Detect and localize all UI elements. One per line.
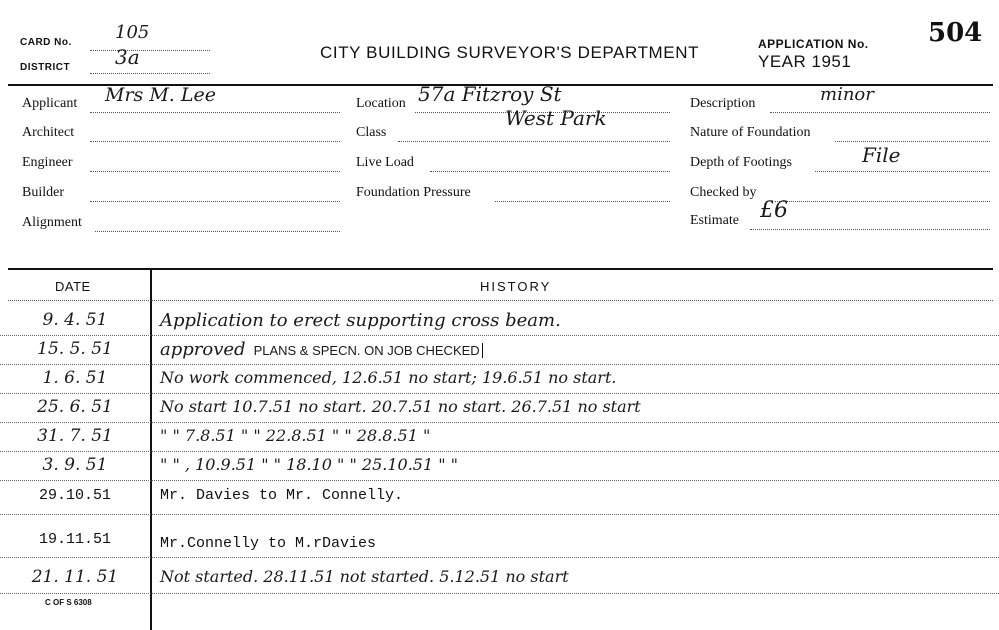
foundation-pressure-line [495, 201, 670, 202]
row-entry: " " , 10.9.51 " " 18.10 " " 25.10.51 " " [160, 455, 459, 474]
applicant-line [90, 112, 340, 113]
row-entry: Application to erect supporting cross beam. [160, 310, 561, 331]
application-no-value: 504 [928, 18, 983, 48]
application-no-label: APPLICATION No. [758, 37, 869, 51]
description-value: minor [820, 84, 874, 105]
row-entry: Not started. 28.11.51 not started. 5.12.51 no start [160, 567, 569, 586]
class-line [398, 141, 670, 142]
row-entry: Mr.Connelly to M.rDavies [160, 535, 377, 552]
table-row [0, 393, 999, 423]
description-label: Description [690, 96, 756, 111]
form-code: C OF S 6308 [45, 598, 92, 607]
row-date: 31. 7. 51 [37, 426, 113, 446]
location-value: 57a Fitzroy St [418, 82, 562, 106]
estimate-line [750, 229, 990, 230]
alignment-label: Alignment [22, 215, 82, 230]
applicant-value: Mrs M. Lee [105, 84, 216, 106]
nature-foundation-label: Nature of Foundation [690, 125, 811, 140]
table-row [0, 364, 999, 394]
class-value: West Park [505, 106, 607, 130]
live-load-label: Live Load [356, 155, 414, 170]
estimate-value: £6 [760, 198, 788, 223]
row-entry-container [160, 339, 483, 360]
foundation-pressure-label: Foundation Pressure [356, 185, 471, 200]
depth-footings-line [815, 171, 990, 172]
checked-by-label: Checked by [690, 185, 757, 200]
row-date: 29.10.51 [38, 487, 111, 504]
engineer-label: Engineer [22, 155, 73, 170]
row-date: 9. 4. 51 [42, 310, 108, 330]
applicant-label: Applicant [22, 96, 78, 111]
date-header: DATE [55, 279, 91, 294]
nature-foundation-line [835, 141, 990, 142]
row-date: 15. 5. 51 [37, 339, 113, 359]
location-label: Location [356, 96, 406, 111]
row-entry: No work commenced, 12.6.51 no start; 19.6.51 no start. [160, 368, 617, 387]
table-row [0, 422, 999, 452]
history-top-rule [8, 268, 993, 270]
row-date: 19.11.51 [38, 531, 111, 548]
row-date: 3. 9. 51 [42, 455, 108, 475]
district-line [90, 73, 210, 74]
row-entry: approved [160, 339, 246, 360]
district-label: DISTRICT [20, 62, 71, 73]
class-label: Class [356, 125, 387, 140]
architect-line [90, 141, 340, 142]
estimate-label: Estimate [690, 213, 739, 228]
row-entry: " " 7.8.51 " " 22.8.51 " " 28.8.51 " [160, 426, 431, 445]
live-load-line [430, 171, 670, 172]
table-row [0, 335, 999, 365]
table-row [0, 521, 999, 558]
year-label: YEAR 1951 [758, 52, 852, 71]
district-value: 3a [115, 45, 140, 69]
department-title: CITY BUILDING SURVEYOR'S DEPARTMENT [320, 43, 700, 62]
table-row [0, 306, 999, 336]
engineer-line [90, 171, 340, 172]
row-date: 25. 6. 51 [37, 397, 113, 417]
alignment-line [95, 231, 340, 232]
architect-label: Architect [22, 125, 75, 140]
row-entry: No start 10.7.51 no start. 20.7.51 no start. 26.7.51 no start [160, 397, 641, 416]
plans-checked-stamp: PLANS & SPECN. ON JOB CHECKED [254, 343, 483, 358]
history-header: HISTORY [480, 279, 552, 294]
card-no-line [90, 50, 210, 51]
depth-footings-value: File [862, 143, 901, 167]
depth-footings-label: Depth of Footings [690, 155, 792, 170]
card-no-label: CARD No. [20, 37, 72, 48]
table-row [0, 563, 999, 594]
description-line [770, 112, 990, 113]
builder-line [90, 201, 340, 202]
header-row-line [8, 300, 993, 301]
row-entry: Mr. Davies to Mr. Connelly. [160, 487, 404, 504]
builder-label: Builder [22, 185, 64, 200]
table-row [0, 451, 999, 481]
table-row [0, 480, 999, 515]
row-date: 21. 11. 51 [31, 567, 119, 587]
card-no-value: 105 [115, 22, 150, 43]
checked-by-line [775, 201, 990, 202]
row-date: 1. 6. 51 [42, 368, 108, 388]
